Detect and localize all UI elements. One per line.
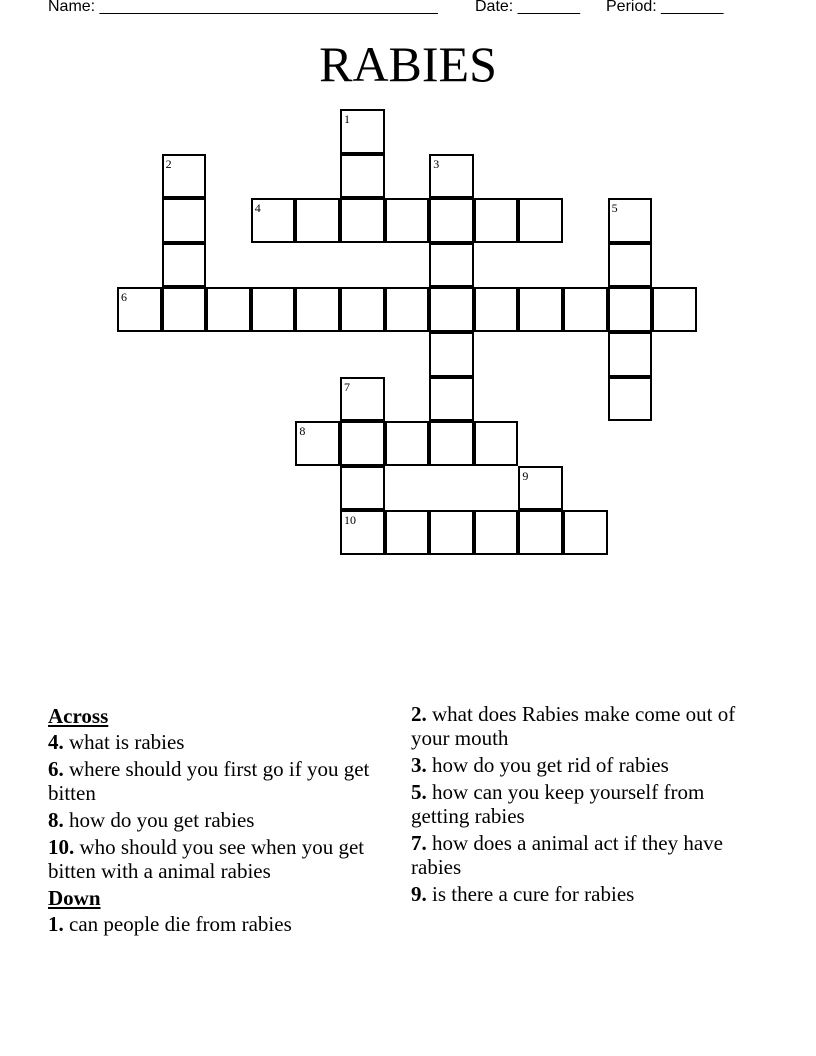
page-title: RABIES [319, 36, 497, 92]
crossword-cell[interactable] [429, 287, 474, 332]
crossword-cell[interactable] [385, 287, 430, 332]
cell-number: 1 [344, 112, 350, 126]
crossword-cell[interactable] [340, 510, 385, 555]
across-clue-4 [48, 730, 393, 754]
cell-number: 7 [344, 379, 350, 394]
crossword-cell[interactable] [474, 510, 519, 555]
crossword-cell[interactable] [162, 198, 207, 243]
clue-text: how can you keep yourself from getting rabies [411, 780, 705, 828]
clue-number: 2. [411, 702, 427, 726]
crossword-cell[interactable] [162, 243, 207, 288]
crossword-cell[interactable] [340, 421, 385, 466]
clue-text: how does a animal act if they have rabies [411, 831, 723, 879]
clue-number: 9. [411, 882, 427, 906]
crossword-cell[interactable] [385, 510, 430, 555]
cell-number: 10 [344, 513, 356, 528]
period-field[interactable]: Period: _______ [606, 0, 724, 15]
down-clue-5 [411, 780, 756, 828]
clue-text: can people die from rabies [63, 912, 292, 936]
crossword-cell[interactable] [652, 287, 697, 332]
crossword-cell[interactable] [563, 510, 608, 555]
crossword-cell[interactable] [385, 198, 430, 243]
date-field[interactable]: Date: _______ [475, 0, 580, 15]
clue-number: 1. [48, 912, 64, 936]
across-clue-8 [48, 808, 393, 832]
crossword-cell[interactable] [162, 287, 207, 332]
down-clue-9 [411, 882, 756, 906]
clue-text: what is rabies [63, 730, 185, 754]
crossword-cell[interactable] [608, 287, 653, 332]
crossword-cell[interactable] [340, 109, 385, 154]
clues-left-column [48, 702, 393, 939]
cell-number: 4 [254, 201, 261, 216]
crossword-cell[interactable] [474, 421, 519, 466]
clue-number: 10. [48, 835, 75, 859]
clue-number: 3. [411, 753, 427, 777]
crossword-cell[interactable] [429, 243, 474, 288]
across-clue-10 [48, 835, 393, 883]
cell-number: 6 [121, 290, 127, 305]
crossword-cell[interactable] [340, 154, 385, 199]
cell-number: 9 [522, 468, 529, 483]
clue-text: what does Rabies make come out of your mouth [411, 702, 736, 750]
crossword-cell[interactable] [608, 198, 653, 243]
crossword-cell[interactable] [518, 287, 563, 332]
clue-number: 5. [411, 780, 427, 804]
crossword-cell[interactable] [162, 154, 207, 199]
crossword-cell[interactable] [251, 287, 296, 332]
crossword-cell[interactable] [608, 243, 653, 288]
crossword-cell[interactable] [429, 377, 474, 422]
cell-number: 5 [611, 201, 618, 216]
crossword-cell[interactable] [474, 287, 519, 332]
clue-text: who should you see when you get bitten with a animal rabies [48, 835, 365, 883]
crossword-cell[interactable] [251, 198, 296, 243]
crossword-cell[interactable] [608, 377, 653, 422]
clue-number: 6. [48, 757, 64, 781]
crossword-cell[interactable] [518, 466, 563, 511]
crossword-cell[interactable] [518, 510, 563, 555]
crossword-cell[interactable] [340, 377, 385, 422]
down-heading: Down [48, 886, 101, 910]
name-field[interactable]: Name: ______________________________________ [48, 0, 438, 15]
cell-number: 8 [299, 424, 306, 439]
crossword-cell[interactable] [295, 198, 340, 243]
crossword-cell[interactable] [340, 198, 385, 243]
clue-text: how do you get rabies [63, 808, 255, 832]
down-clue-2 [411, 702, 756, 750]
crossword-cell[interactable] [429, 421, 474, 466]
crossword-cell[interactable] [429, 332, 474, 377]
crossword-cell[interactable] [608, 332, 653, 377]
clues-right-column [411, 702, 756, 909]
cell-number: 3 [433, 156, 440, 171]
down-clue-7 [411, 831, 756, 879]
crossword-cell[interactable] [295, 421, 340, 466]
clue-number: 8. [48, 808, 64, 832]
clue-text: is there a cure for rabies [426, 882, 635, 906]
crossword-cell[interactable] [340, 466, 385, 511]
crossword-cell[interactable] [206, 287, 251, 332]
crossword-cell[interactable] [295, 287, 340, 332]
down-clue-1 [48, 912, 393, 936]
clue-text: where should you first go if you get bitten [48, 757, 370, 805]
crossword-cell[interactable] [340, 287, 385, 332]
crossword-cell[interactable] [474, 198, 519, 243]
down-clue-3 [411, 753, 756, 777]
clue-text: how do you get rid of rabies [426, 753, 669, 777]
across-heading: Across [48, 704, 109, 728]
clue-number: 7. [411, 831, 427, 855]
crossword-cell[interactable] [385, 421, 430, 466]
crossword-cell[interactable] [117, 287, 162, 332]
clue-number: 4. [48, 730, 64, 754]
crossword-cell[interactable] [429, 198, 474, 243]
cell-number: 2 [165, 156, 172, 171]
crossword-cell[interactable] [429, 154, 474, 199]
crossword-cell[interactable] [518, 198, 563, 243]
crossword-cell[interactable] [429, 510, 474, 555]
crossword-cell[interactable] [563, 287, 608, 332]
across-clue-6 [48, 757, 393, 805]
